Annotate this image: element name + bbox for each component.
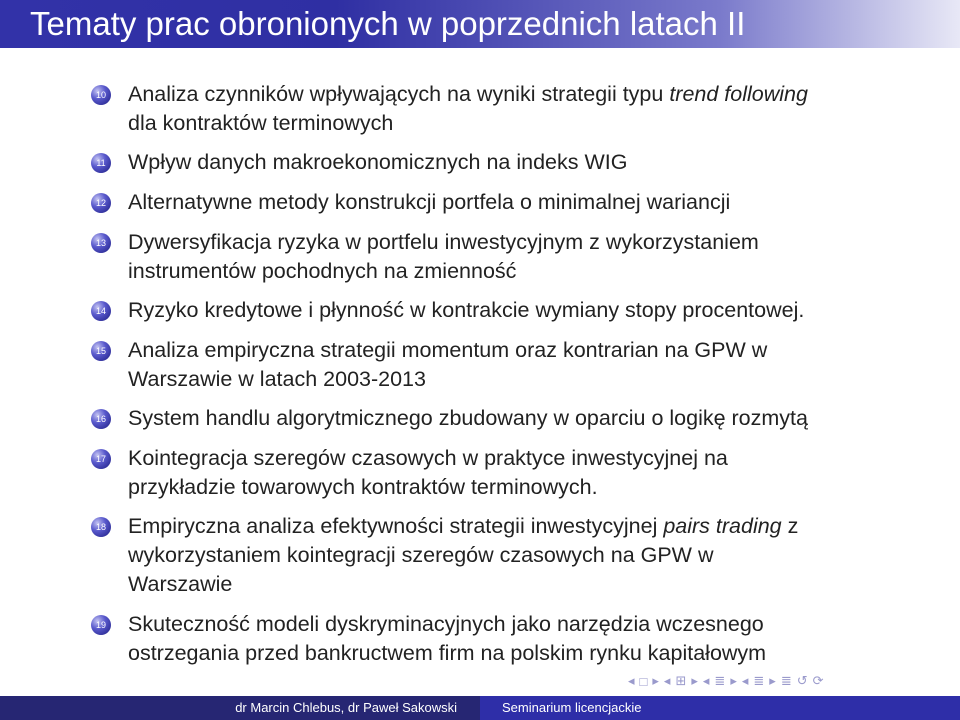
text-segment: ostrzegania przed bankructwem firm na polskim rynku kapitałowym (128, 641, 767, 665)
list-item-text (128, 336, 898, 365)
text-segment: Analiza czynników wpływających na wyniki strategii typu (128, 82, 670, 106)
text-segment: System handlu algorytmicznego zbudowany w oparciu o logikę rozmytą (128, 406, 808, 430)
list-item-text (128, 109, 898, 138)
list-item-text (128, 541, 898, 570)
nav-icon[interactable]: ⟳ (812, 673, 824, 688)
nav-icon[interactable]: ↺ (796, 673, 808, 688)
number-ball-icon: 13 (91, 233, 111, 253)
text-segment: z (781, 514, 799, 538)
list-item-text (128, 296, 898, 325)
list-item-text (128, 365, 898, 394)
nav-icon[interactable]: ≣ (780, 673, 792, 688)
footer-authors-panel (0, 696, 480, 720)
text-segment: instrumentów pochodnych na zmienność (128, 259, 517, 283)
text-segment: Empiryczna analiza efektywności strategii inwestycyjnej (128, 514, 664, 538)
text-segment: przykładzie towarowych kontraktów terminowych. (128, 475, 598, 499)
text-segment: Kointegracja szeregów czasowych w praktyce inwestycyjnej na (128, 446, 728, 470)
nav-icon[interactable]: ◂ (741, 673, 749, 688)
number-ball-icon: 12 (91, 193, 111, 213)
number-ball-icon: 16 (91, 409, 111, 429)
list-item-text (128, 473, 898, 502)
nav-icon[interactable]: ⊞ (675, 673, 687, 688)
nav-icon[interactable]: □ (639, 673, 648, 689)
nav-icon[interactable]: ▸ (730, 673, 737, 688)
nav-icon[interactable]: ▸ (691, 673, 698, 688)
nav-icon[interactable]: ≣ (753, 673, 765, 688)
text-segment: Dywersyfikacja ryzyka w portfelu inwestycyjnym z wykorzystaniem (128, 230, 759, 254)
number-ball-icon: 14 (91, 301, 111, 321)
list-item-text (128, 639, 898, 668)
text-segment: Warszawie w latach 2003-2013 (128, 367, 426, 391)
text-segment: Skuteczność modeli dyskryminacyjnych jako narzędzia wczesnego (128, 612, 764, 636)
list-item-text (128, 188, 898, 217)
nav-icon[interactable]: ◂ (663, 673, 671, 688)
number-ball-icon: 18 (91, 517, 111, 537)
number-ball-icon: 10 (91, 85, 111, 105)
list-item-text (128, 257, 898, 286)
list-item-text (128, 80, 898, 109)
text-segment: Ryzyko kredytowe i płynność w kontrakcie wymiany stopy procentowej. (128, 298, 805, 322)
list-item-text (128, 610, 898, 639)
nav-icon[interactable]: ▸ (652, 673, 659, 688)
footer (0, 696, 960, 720)
number-ball-icon: 15 (91, 341, 111, 361)
text-segment: Warszawie (128, 572, 233, 596)
list-item-text (128, 148, 898, 177)
slide-title: Tematy prac obronionych w poprzednich latach II (30, 5, 746, 42)
beamer-navigation[interactable] (628, 672, 829, 690)
text-segment: Analiza empiryczna strategii momentum oraz kontrarian na GPW w (128, 338, 768, 362)
italic-text: trend following (669, 82, 808, 106)
italic-text: pairs trading (663, 514, 782, 538)
list-item-text (128, 512, 898, 541)
text-segment: wykorzystaniem kointegracji szeregów czasowych na GPW w (128, 543, 714, 567)
nav-icon[interactable]: ▸ (769, 673, 776, 688)
nav-icon[interactable]: ◂ (702, 673, 710, 688)
nav-icon[interactable]: ◂ (628, 673, 635, 688)
text-segment: Wpływ danych makroekonomicznych na indeks WIG (128, 150, 628, 174)
footer-seminar-panel (480, 696, 960, 720)
number-ball-icon: 11 (91, 153, 111, 173)
list-item-text (128, 228, 898, 257)
list-item-text (128, 444, 898, 473)
nav-icon[interactable]: ≣ (714, 673, 726, 688)
footer-authors: dr Marcin Chlebus, dr Paweł Sakowski (235, 700, 457, 715)
number-ball-icon: 17 (91, 449, 111, 469)
list-item-text (128, 570, 898, 599)
text-segment: dla kontraktów terminowych (128, 111, 394, 135)
footer-seminar: Seminarium licencjackie (502, 700, 642, 715)
number-ball-icon: 19 (91, 615, 111, 635)
text-segment: Alternatywne metody konstrukcji portfela o minimalnej wariancji (128, 190, 731, 214)
list-item-text (128, 404, 898, 433)
